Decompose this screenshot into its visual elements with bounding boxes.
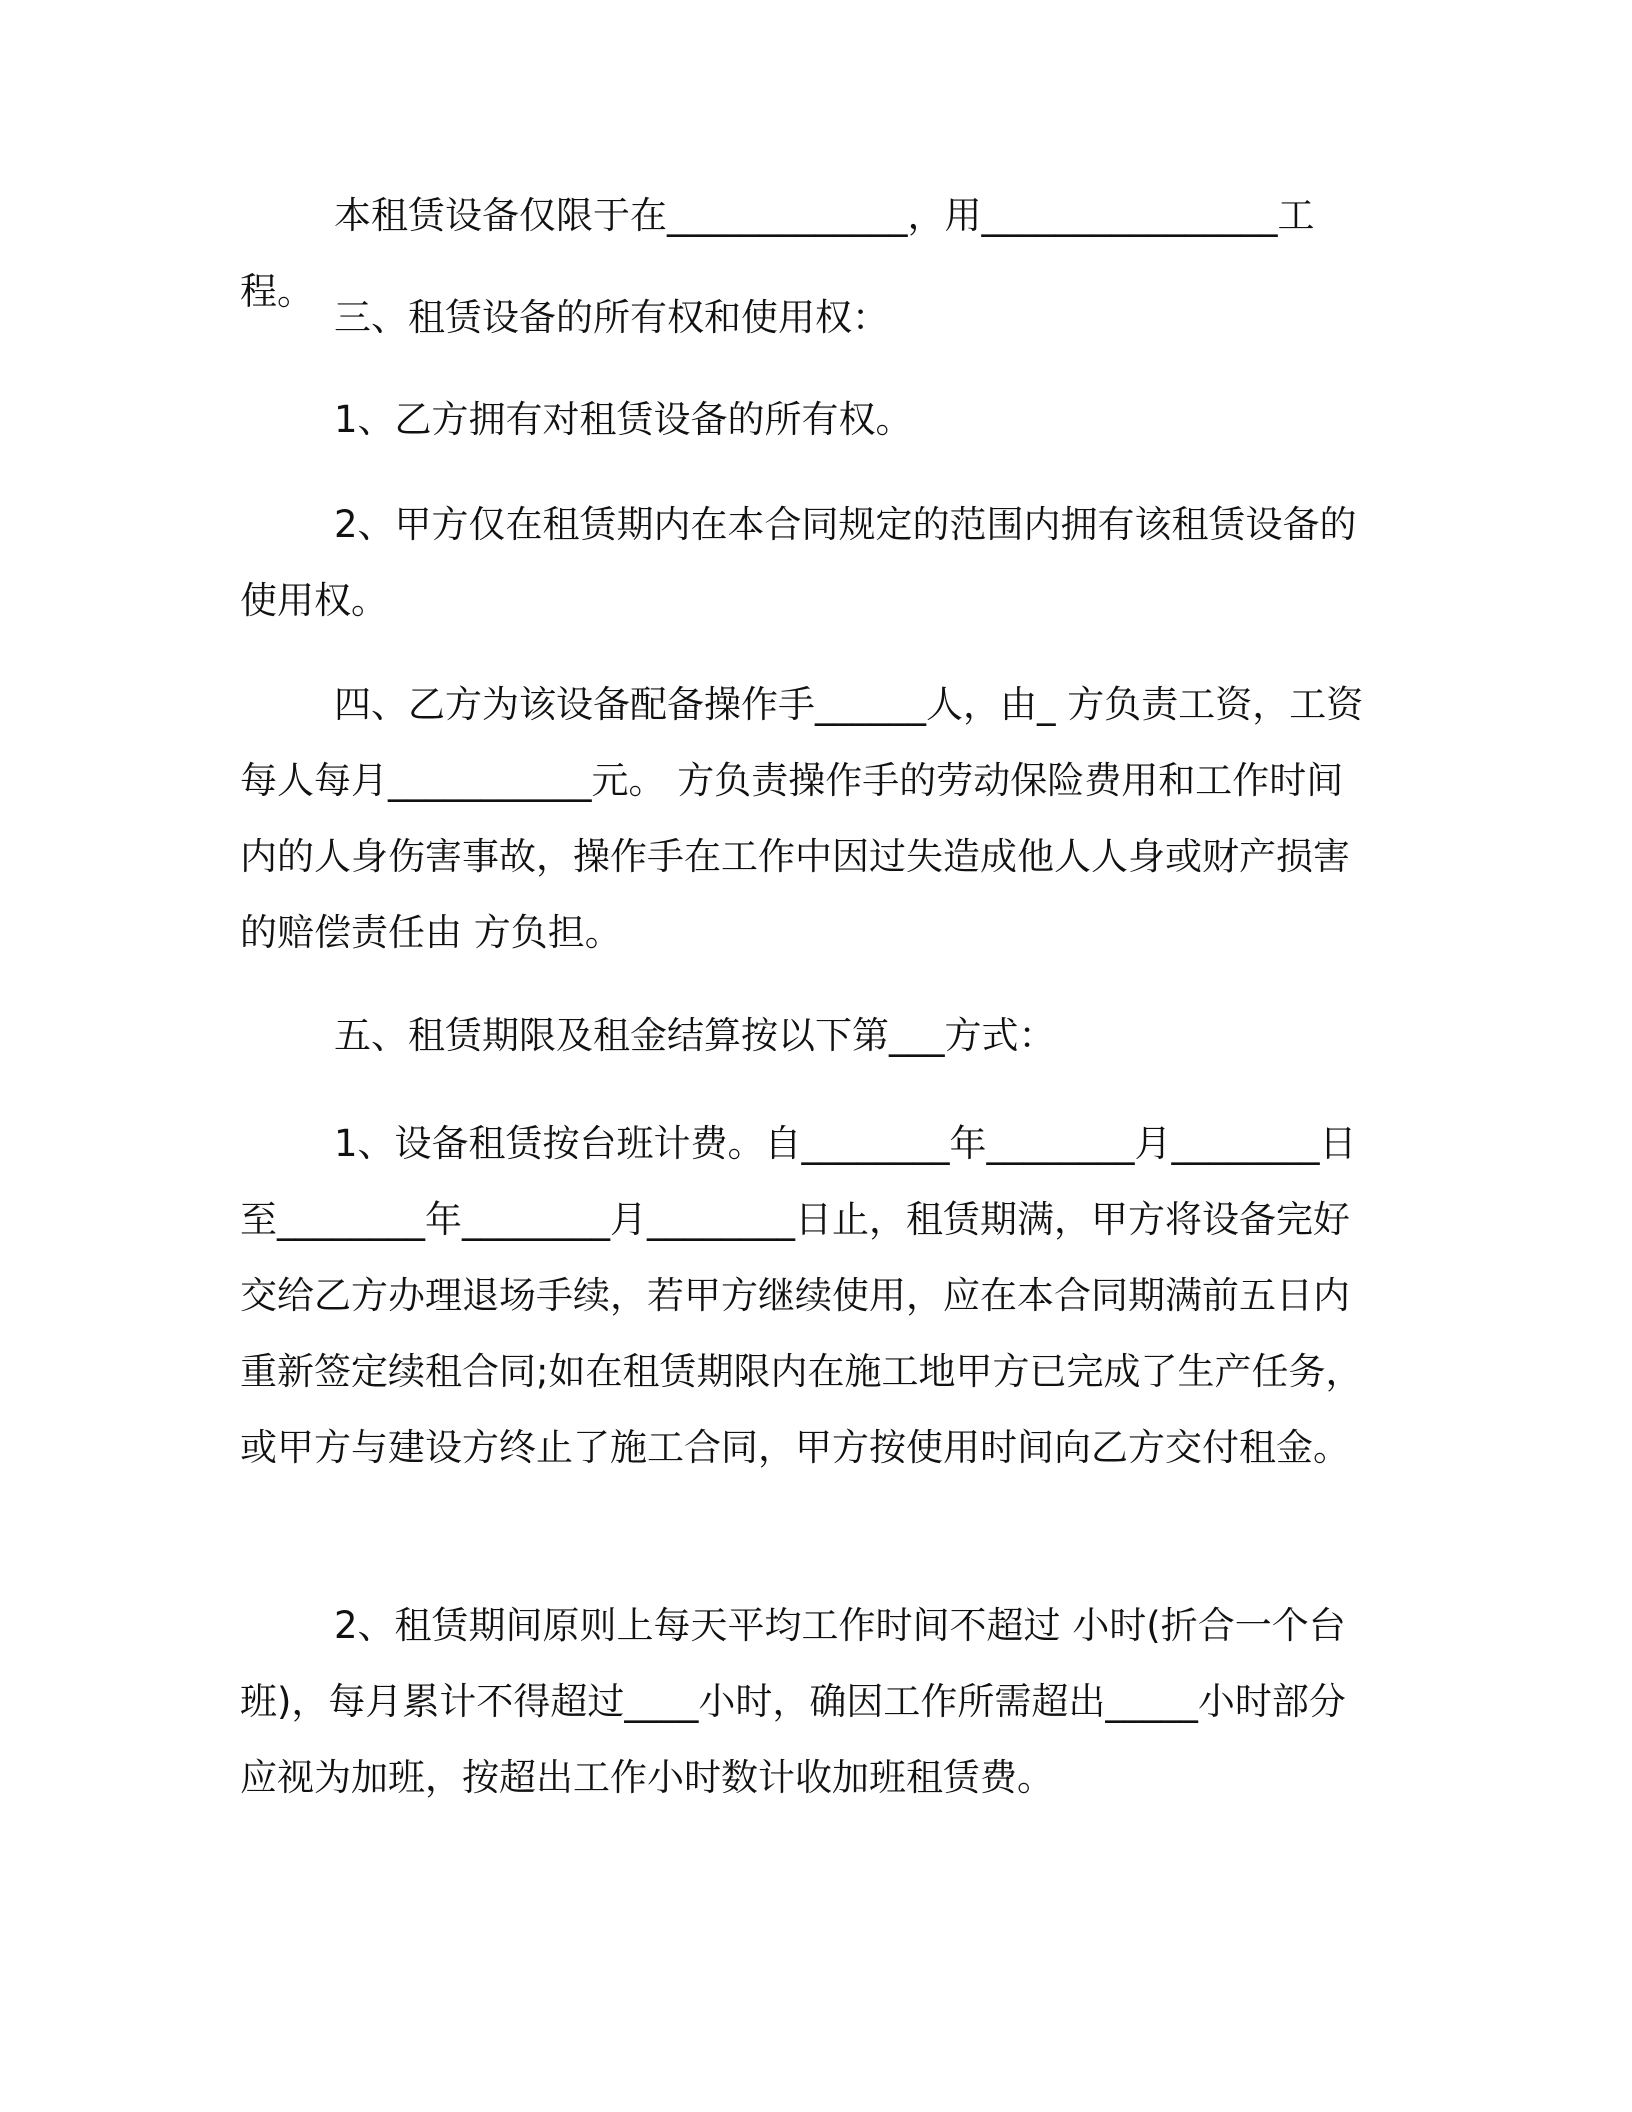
paragraph-ownership-1: 1、乙方拥有对租赁设备的所有权。 [334,398,913,441]
paragraph-ownership-2: 2、甲方仅在租赁期内在本合同规定的范围内拥有该租赁设备的使用权。 [240,503,1357,622]
section-lease-term-heading: 五、租赁期限及租金结算按以下第___方式： [334,1014,1056,1057]
paragraph-usage-scope: 本租赁设备仅限于在_____________，用________________工程。 [240,194,1315,313]
paragraph-operator: 四、乙方为该设备配备操作手______人，由_ 方负责工资，工资每人每月___________元。 方负责操作手的劳动保险费用和工作时间内的人身伤害事故，操作手在工作中因过失造成他人人身或财产损害的赔偿责任由 方负担。 [240,683,1364,954]
paragraph-lease-term-1: 1、设备租赁按台班计费。自________年________月________日至________年________月________日止，租赁期满，甲方将设备完好交给乙方办理退场手续，若甲方继续使用，应在本合同期满前五日内重新签定续租合同;如在租赁期限内在施工地甲方已完成了生产任务，或甲方与建设方终止了施工合同，甲方按使用时间向乙方交付租金。 [240,1122,1363,1469]
paragraph-lease-term-2: 2、租赁期间原则上每天平均工作时间不超过 小时(折合一个台班)，每月累计不得超过____小时，确因工作所需超出_____小时部分应视为加班，按超出工作小时数计收加班租赁费。 [240,1604,1346,1799]
section-ownership-heading: 三、租赁设备的所有权和使用权： [334,296,889,339]
